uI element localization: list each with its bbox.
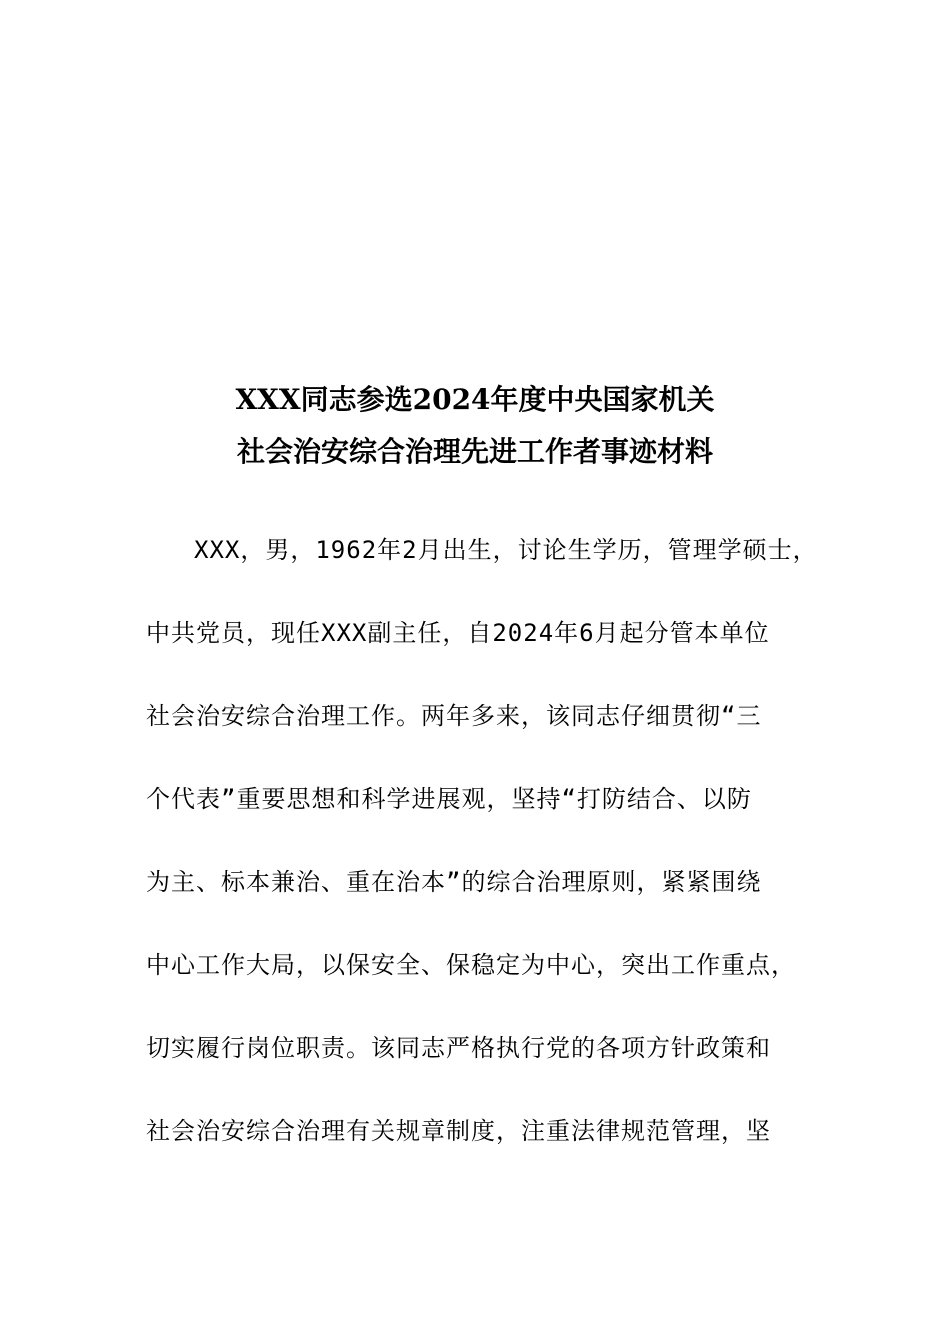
body-line-7: 切实履行岗位职责。该同志严格执行党的各项方针政策和: [146, 1034, 771, 1062]
document-title-line-1: XXX同志参选2024年度中央国家机关: [235, 383, 715, 416]
body-line-2: 中共党员，现任XXX副主任，自2024年6月起分管本单位: [146, 619, 770, 647]
body-line-5: 为主、标本兼治、重在治本”的综合治理原则，紧紧围绕: [146, 868, 762, 896]
body-line-1: XXX，男，1962年2月出生，讨论生学历，管理学硕士，: [194, 536, 818, 564]
body-line-6: 中心工作大局，以保安全、保稳定为中心，突出工作重点，: [146, 951, 796, 979]
body-line-8: 社会治安综合治理有关规章制度，注重法律规范管理，坚: [146, 1117, 771, 1145]
document-title-line-2: 社会治安综合治理先进工作者事迹材料: [236, 435, 713, 468]
body-line-3: 社会治安综合治理工作。两年多来，该同志仔细贯彻“三: [146, 702, 762, 730]
body-line-4: 个代表”重要思想和科学进展观，坚持“打防结合、以防: [146, 785, 752, 813]
